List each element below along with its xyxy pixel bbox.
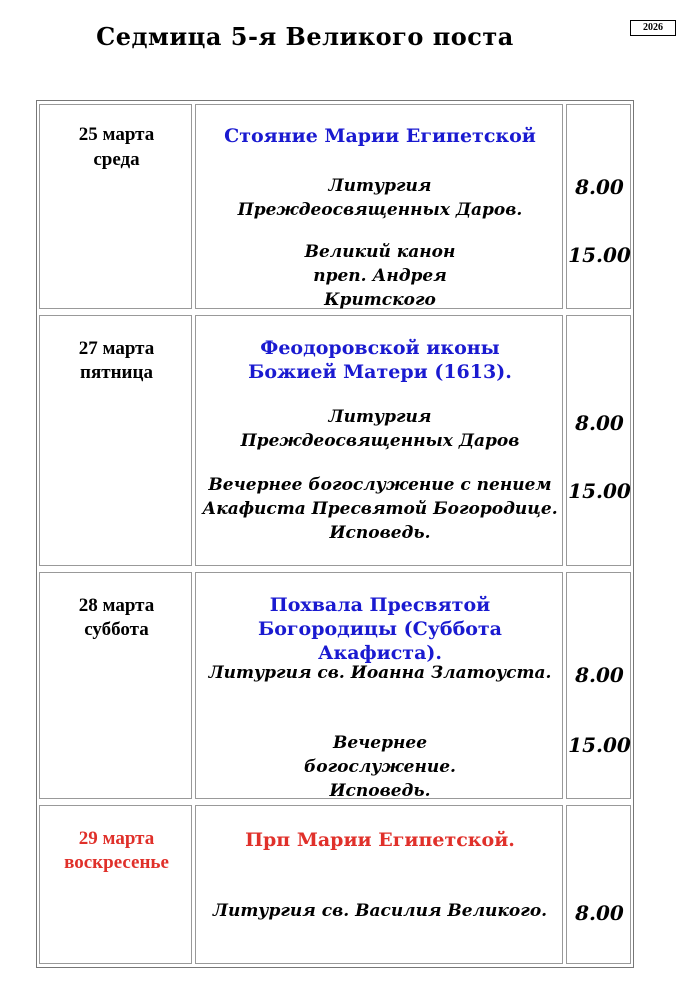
service-time: 15.00 xyxy=(568,479,631,503)
service-name: Литургия Преждеосвященных Даров. xyxy=(237,176,523,220)
services-cell xyxy=(195,572,563,799)
feast-title: Стояние Марии Египетской xyxy=(224,125,536,147)
date-cell xyxy=(39,572,192,799)
service-name: Вечернее богослужение. Исповедь. xyxy=(304,733,456,801)
service-time: 8.00 xyxy=(575,411,624,435)
time-cell xyxy=(566,572,631,799)
schedule-table xyxy=(36,100,634,968)
service-time: 8.00 xyxy=(575,663,624,687)
service-time: 15.00 xyxy=(568,243,631,267)
page-title: Седмица 5-я Великого поста xyxy=(96,22,514,51)
weekday-label: воскресенье xyxy=(64,852,169,873)
day-row-28 xyxy=(37,569,633,802)
service-name: Вечернее богослужение с пением Акафиста Пресвятой Богородице. Исповедь. xyxy=(202,475,558,543)
date-cell xyxy=(39,315,192,566)
date-label: 25 марта xyxy=(78,124,155,145)
service-name: Литургия Преждеосвященных Даров xyxy=(240,407,520,451)
day-row-25 xyxy=(37,101,633,312)
feast-title: Похвала Пресвятой Богородицы (Суббота Акафиста). xyxy=(257,594,502,664)
services-cell xyxy=(195,104,563,309)
date-label: 28 марта xyxy=(78,595,155,616)
date-label: 29 марта xyxy=(78,828,155,849)
time-cell xyxy=(566,104,631,309)
service-time: 15.00 xyxy=(568,733,631,757)
feast-title: Прп Марии Египетской. xyxy=(245,829,515,851)
service-name: Литургия св. Иоанна Златоуста. xyxy=(208,663,552,683)
services-cell xyxy=(195,315,563,566)
day-row-29 xyxy=(37,802,633,967)
date-cell xyxy=(39,805,192,964)
weekday-label: среда xyxy=(93,149,140,170)
service-name: Великий канон преп. Андрея Критского xyxy=(304,242,456,310)
time-cell xyxy=(566,315,631,566)
feast-title: Феодоровской иконы Божией Матери (1613). xyxy=(248,337,512,383)
service-time: 8.00 xyxy=(575,901,624,925)
weekday-label: пятница xyxy=(80,362,153,383)
weekday-label: суббота xyxy=(84,619,149,640)
time-cell xyxy=(566,805,631,964)
day-row-27 xyxy=(37,312,633,569)
date-cell xyxy=(39,104,192,309)
services-cell xyxy=(195,805,563,964)
date-label: 27 марта xyxy=(78,338,155,359)
service-name: Литургия св. Василия Великого. xyxy=(212,901,548,921)
year-badge: 2026 xyxy=(630,20,676,36)
service-time: 8.00 xyxy=(575,175,624,199)
